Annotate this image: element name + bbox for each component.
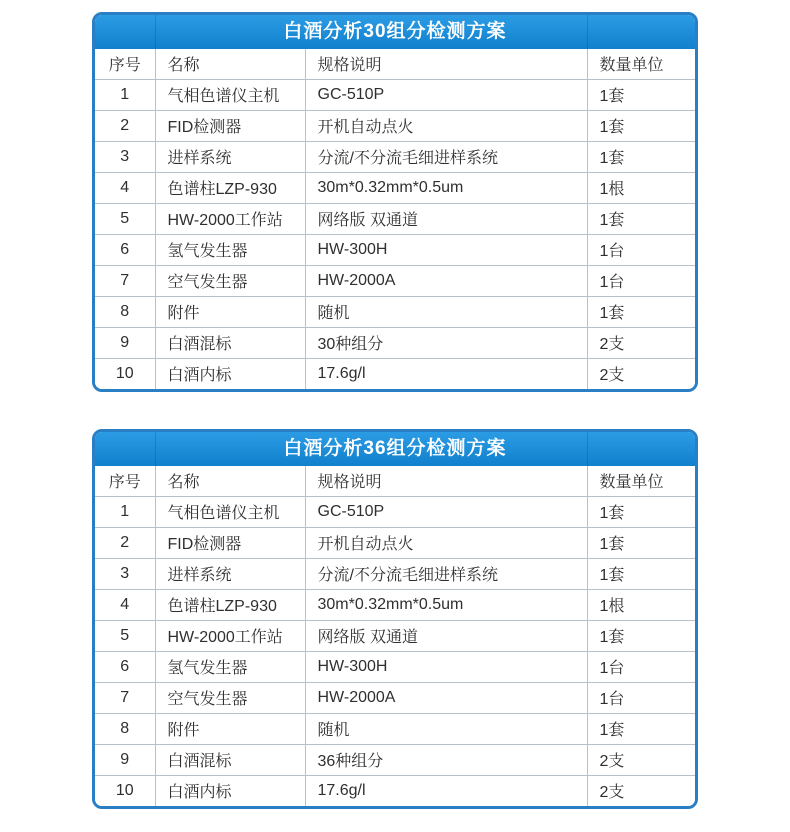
table-row	[95, 296, 695, 327]
table-cell: 开机自动点火	[305, 527, 587, 558]
table-cell: HW-300H	[305, 234, 587, 265]
table-cell: HW-2000A	[305, 682, 587, 713]
table-cell: 网络版 双通道	[305, 620, 587, 651]
table-cell: 6	[95, 651, 155, 682]
table-cell: 5	[95, 620, 155, 651]
table-cell: 2	[95, 110, 155, 141]
table-cell: 7	[95, 265, 155, 296]
table-cell: 1套	[587, 141, 695, 172]
spec-table-card	[92, 12, 698, 392]
table-cell: 4	[95, 589, 155, 620]
table-cell: 气相色谱仪主机	[155, 496, 305, 527]
table-row	[95, 327, 695, 358]
table-cell: FID检测器	[155, 110, 305, 141]
table-cell: HW-2000工作站	[155, 203, 305, 234]
table-cell: 白酒混标	[155, 327, 305, 358]
column-header: 规格说明	[305, 49, 587, 79]
column-header: 数量单位	[587, 466, 695, 496]
table-cell: 6	[95, 234, 155, 265]
table-cell: 1套	[587, 203, 695, 234]
table-row	[95, 589, 695, 620]
table-cell: 36种组分	[305, 744, 587, 775]
table-cell: 气相色谱仪主机	[155, 79, 305, 110]
table-row	[95, 744, 695, 775]
table-cell: 白酒内标	[155, 775, 305, 806]
table-cell: 空气发生器	[155, 682, 305, 713]
table-row	[95, 234, 695, 265]
table-row	[95, 527, 695, 558]
table-cell: 分流/不分流毛细进样系统	[305, 141, 587, 172]
table-row	[95, 203, 695, 234]
table-cell: 8	[95, 713, 155, 744]
table-cell: 30种组分	[305, 327, 587, 358]
table-title: 白酒分析36组分检测方案	[283, 438, 507, 459]
table-row	[95, 265, 695, 296]
table-cell: 1套	[587, 496, 695, 527]
title-band-divider-right	[587, 432, 588, 466]
table-row	[95, 79, 695, 110]
table-cell: 1	[95, 496, 155, 527]
table-cell: 1台	[587, 651, 695, 682]
title-band-divider-right	[587, 15, 588, 49]
table-cell: 白酒混标	[155, 744, 305, 775]
column-header: 数量单位	[587, 49, 695, 79]
table-cell: 1	[95, 79, 155, 110]
table-cell: 1套	[587, 558, 695, 589]
table-title-bar	[95, 432, 695, 466]
table-cell: 7	[95, 682, 155, 713]
table-cell: 17.6g/l	[305, 775, 587, 806]
table-cell: 1套	[587, 620, 695, 651]
table-cell: 2支	[587, 327, 695, 358]
table-row	[95, 358, 695, 389]
table-row	[95, 141, 695, 172]
column-header: 名称	[155, 466, 305, 496]
table-header-row	[95, 466, 695, 496]
column-header: 规格说明	[305, 466, 587, 496]
table-cell: HW-2000A	[305, 265, 587, 296]
table-cell: HW-300H	[305, 651, 587, 682]
table-cell: 网络版 双通道	[305, 203, 587, 234]
column-header: 序号	[108, 474, 141, 492]
table-cell: 1套	[587, 296, 695, 327]
title-band-divider-left	[155, 15, 156, 49]
table-cell: 17.6g/l	[305, 358, 587, 389]
table-cell: 10	[95, 775, 155, 806]
table-row	[95, 496, 695, 527]
table-cell: 附件	[155, 296, 305, 327]
table-body	[95, 79, 695, 389]
table-cell: 白酒内标	[155, 358, 305, 389]
table-row	[95, 172, 695, 203]
table-cell: 1套	[587, 527, 695, 558]
table-cell: FID检测器	[155, 527, 305, 558]
spec-table-card	[92, 429, 698, 809]
spec-table	[95, 49, 695, 389]
spec-tables	[0, 12, 790, 809]
table-cell: 1台	[587, 265, 695, 296]
table-cell: 氢气发生器	[155, 234, 305, 265]
table-cell: 1套	[587, 713, 695, 744]
table-title: 白酒分析30组分检测方案	[283, 21, 507, 42]
table-cell: GC-510P	[305, 79, 587, 110]
table-cell: 2	[95, 527, 155, 558]
table-title-bar	[95, 15, 695, 49]
table-cell: 附件	[155, 713, 305, 744]
table-cell: 30m*0.32mm*0.5um	[305, 589, 587, 620]
table-header-row	[95, 49, 695, 79]
table-cell: 5	[95, 203, 155, 234]
table-row	[95, 651, 695, 682]
table-cell: 2支	[587, 358, 695, 389]
table-cell: 空气发生器	[155, 265, 305, 296]
table-cell: 2支	[587, 775, 695, 806]
table-cell: 30m*0.32mm*0.5um	[305, 172, 587, 203]
table-cell: HW-2000工作站	[155, 620, 305, 651]
table-cell: 氢气发生器	[155, 651, 305, 682]
table-cell: 1台	[587, 234, 695, 265]
column-header: 名称	[155, 49, 305, 79]
table-cell: 色谱柱LZP-930	[155, 172, 305, 203]
table-cell: 色谱柱LZP-930	[155, 589, 305, 620]
table-cell: 3	[95, 558, 155, 589]
table-cell: 2支	[587, 744, 695, 775]
table-cell: 9	[95, 327, 155, 358]
title-band-divider-left	[155, 432, 156, 466]
table-row	[95, 110, 695, 141]
table-cell: 3	[95, 141, 155, 172]
table-cell: 开机自动点火	[305, 110, 587, 141]
table-cell: 8	[95, 296, 155, 327]
spec-table	[95, 466, 695, 806]
table-cell: 1套	[587, 110, 695, 141]
table-cell: 随机	[305, 296, 587, 327]
table-cell: 1套	[587, 79, 695, 110]
table-cell: 1根	[587, 172, 695, 203]
table-cell: 分流/不分流毛细进样系统	[305, 558, 587, 589]
table-body	[95, 496, 695, 806]
table-row	[95, 620, 695, 651]
table-cell: 随机	[305, 713, 587, 744]
table-row	[95, 713, 695, 744]
table-cell: 1根	[587, 589, 695, 620]
table-row	[95, 558, 695, 589]
table-cell: GC-510P	[305, 496, 587, 527]
table-cell: 9	[95, 744, 155, 775]
table-cell: 4	[95, 172, 155, 203]
column-header: 序号	[108, 57, 141, 75]
table-row	[95, 775, 695, 806]
table-cell: 进样系统	[155, 558, 305, 589]
table-row	[95, 682, 695, 713]
table-cell: 进样系统	[155, 141, 305, 172]
table-cell: 10	[95, 358, 155, 389]
table-cell: 1台	[587, 682, 695, 713]
